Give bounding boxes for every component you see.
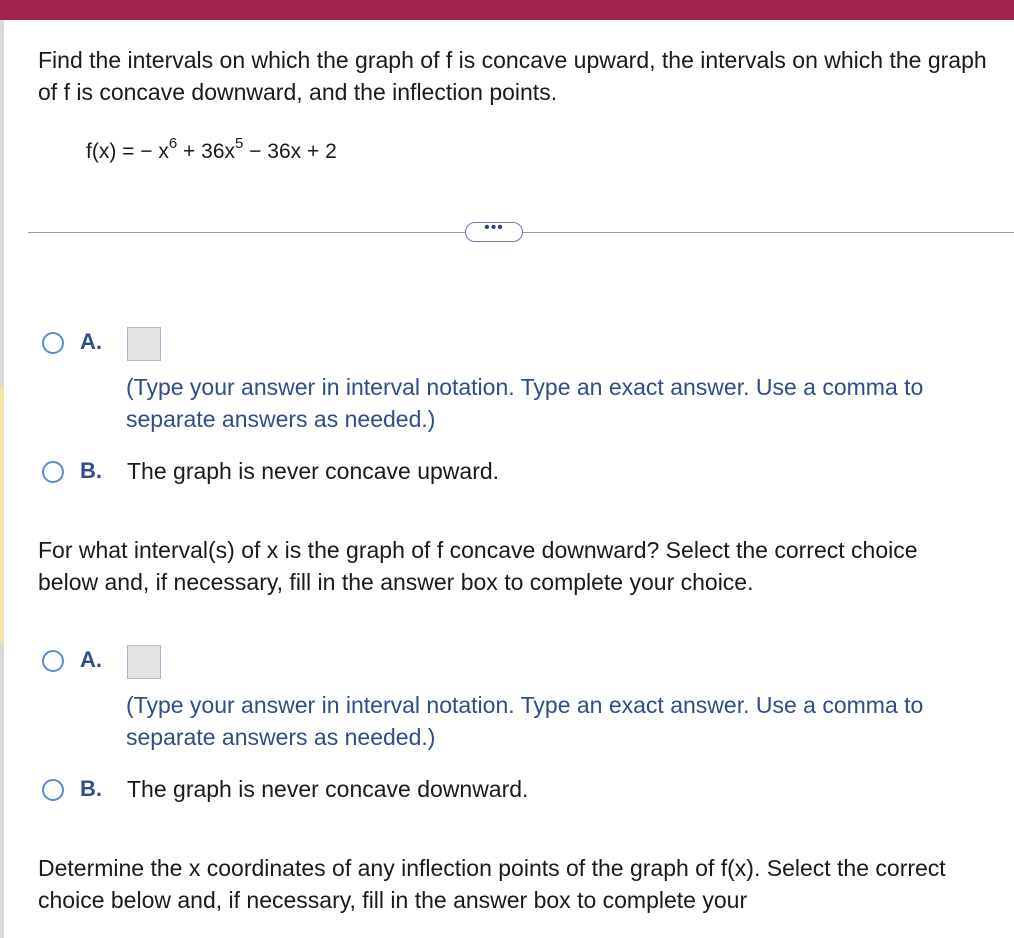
formula-exponent-5: 5 (235, 135, 244, 152)
downward-choice-b-radio[interactable] (42, 779, 64, 801)
downward-answer-input[interactable] (127, 645, 161, 679)
downward-choice-b-text: The graph is never concave downward. (127, 776, 529, 802)
downward-prompt: For what interval(s) of x is the graph of f concave downward? Select the correct choice below and, if necessary, fill in the answer box to complete your choice. (38, 537, 918, 595)
show-more-button[interactable] (465, 219, 523, 242)
upward-answer-input[interactable] (127, 327, 161, 361)
upward-choice-a-hint: (Type your answer in interval notation. Type an exact answer. Use a comma to separate answers as needed.) (126, 374, 924, 432)
function-formula (86, 135, 337, 164)
formula-middle: + 36x (177, 140, 235, 163)
downward-choice-a-letter: A. (80, 647, 102, 672)
active-section-marker (0, 386, 4, 642)
formula-exponent-6: 6 (168, 135, 178, 152)
downward-choice-b-letter: B. (80, 776, 102, 801)
upward-choice-b-text: The graph is never concave upward. (127, 458, 500, 484)
upward-choice-a-radio[interactable] (42, 332, 64, 354)
upward-choice-b-letter: B. (80, 458, 102, 483)
upward-choice-a-letter: A. (80, 329, 102, 354)
more-dots-icon: ••• (484, 219, 504, 236)
inflection-prompt: Determine the x coordinates of any inflection points of the graph of f(x). Select the correct choice below and, if necessary, fill in the answer box to complete your (38, 855, 946, 913)
formula-lhs: f(x) = − x (86, 140, 169, 163)
downward-choice-a-radio[interactable] (42, 650, 64, 672)
upward-choice-b-radio[interactable] (42, 461, 64, 483)
formula-tail: − 36x + 2 (243, 140, 337, 163)
question-intro: Find the intervals on which the graph of f is concave upward, the intervals on which the graph of f is concave downward, and the inflection points. (38, 47, 987, 105)
downward-choice-a-hint: (Type your answer in interval notation. Type an exact answer. Use a comma to separate answers as needed.) (126, 692, 924, 750)
top-bar (0, 0, 1014, 20)
